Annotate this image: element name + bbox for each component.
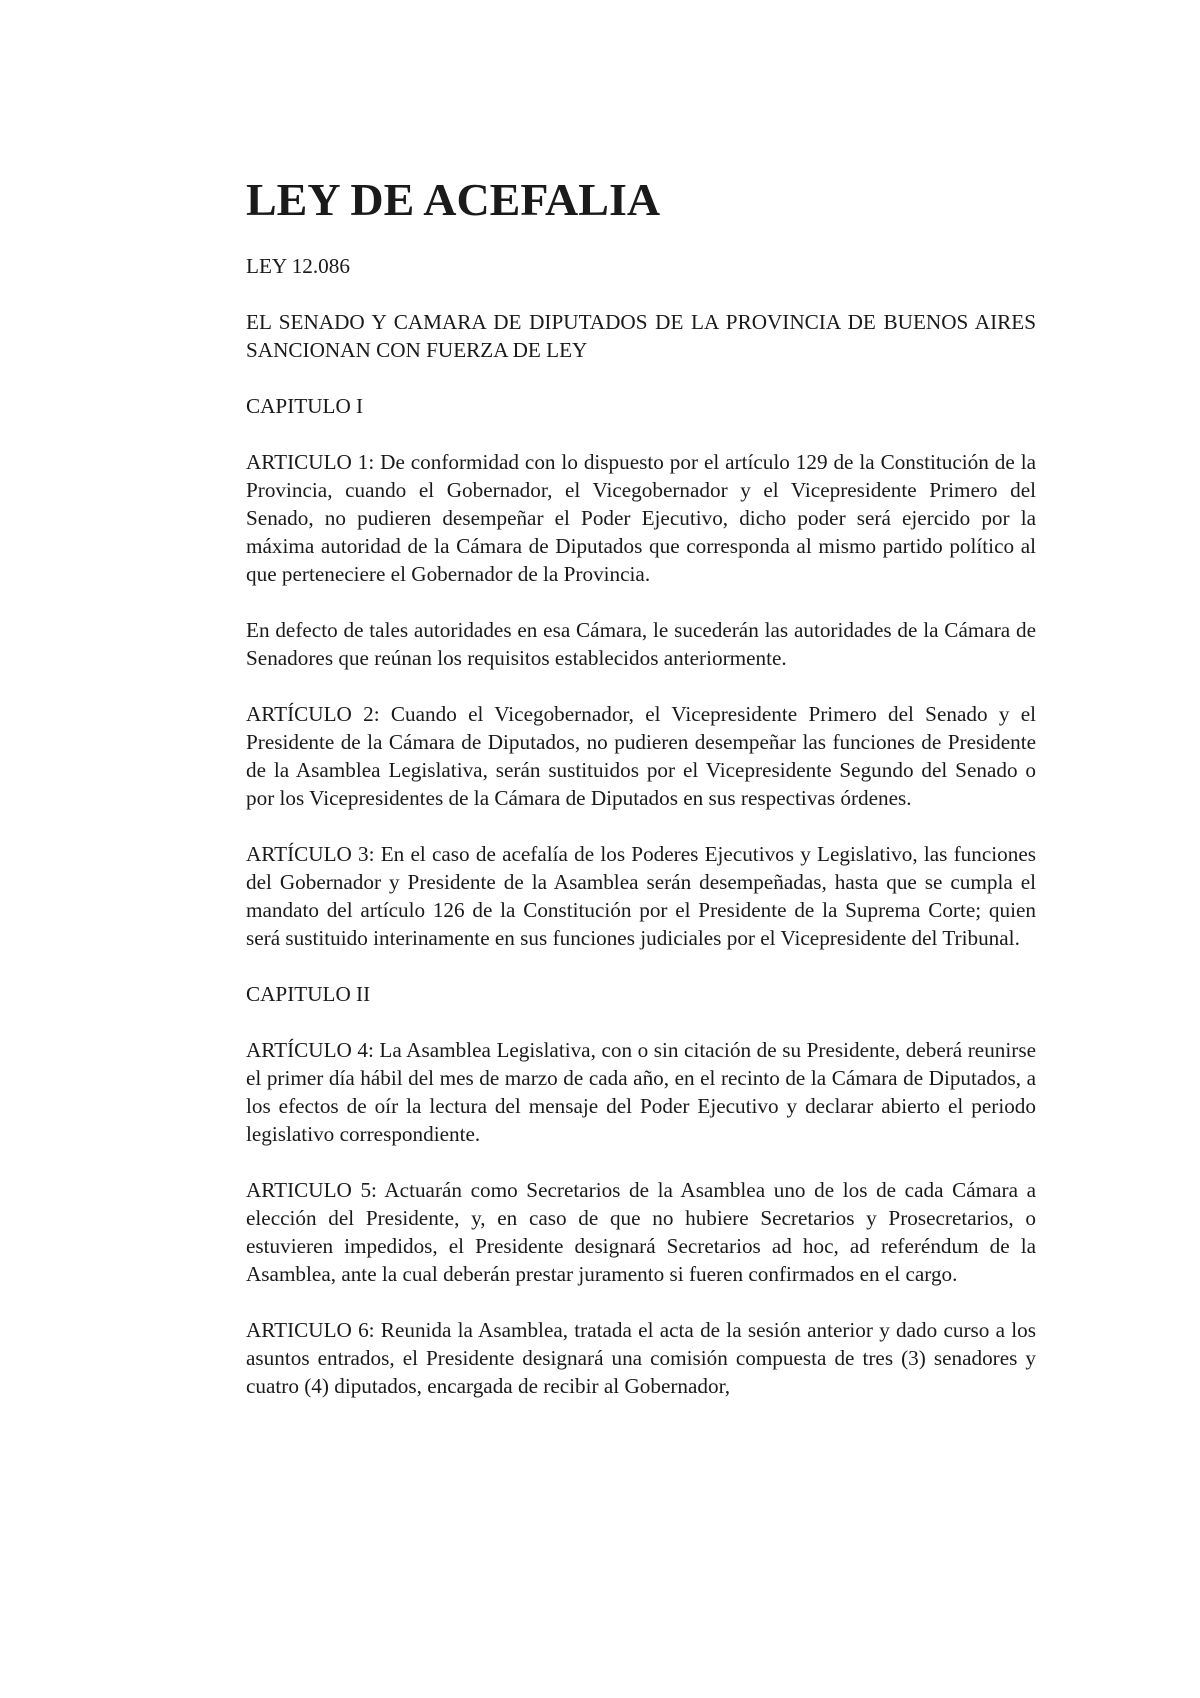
document-body: [246, 172, 1036, 1428]
article-1: ARTICULO 1: De conformidad con lo dispuesto por el artículo 129 de la Constitución de la Provincia, cuando el Gobernador, el Vicegobernador y el Vicepresidente Primero del Senado, no pudieren desempeñar el Poder Ejecutivo, dicho poder será ejercido por la máxima autoridad de la Cámara de Diputados que corresponda al mismo partido político al que perteneciere el Gobernador de la Provincia.: [246, 450, 1036, 586]
article-5: ARTICULO 5: Actuarán como Secretarios de la Asamblea uno de los de cada Cámara a elección del Presidente, y, en caso de que no hubiere Secretarios y Prosecretarios, o estuvieren impedidos, el Presidente designará Secretarios ad hoc, ad referéndum de la Asamblea, ante la cual deberán prestar juramento si fueren confirmados en el cargo.: [246, 1178, 1036, 1286]
article-2: ARTÍCULO 2: Cuando el Vicegobernador, el Vicepresidente Primero del Senado y el Presidente de la Cámara de Diputados, no pudieren desempeñar las funciones de Presidente de la Asamblea Legislativa, serán sustituidos por el Vicepresidente Segundo del Senado o por los Vicepresidentes de la Cámara de Diputados en sus respectivas órdenes.: [246, 702, 1036, 810]
article-1-continuation: En defecto de tales autoridades en esa Cámara, le sucederán las autoridades de la Cámara de Senadores que reúnan los requisitos establecidos anteriormente.: [246, 618, 1036, 670]
document-title: LEY DE ACEFALIA: [246, 174, 661, 225]
article-4: ARTÍCULO 4: La Asamblea Legislativa, con o sin citación de su Presidente, deberá reunirse el primer día hábil del mes de marzo de cada año, en el recinto de la Cámara de Diputados, a los efectos de oír la lectura del mensaje del Poder Ejecutivo y declarar abierto el periodo legislativo correspondiente.: [246, 1038, 1036, 1146]
article-6: ARTICULO 6: Reunida la Asamblea, tratada el acta de la sesión anterior y dado curso a los asuntos entrados, el Presidente designará una comisión compuesta de tres (3) senadores y cuatro (4) diputados, encargada de recibir al Gobernador,: [246, 1318, 1036, 1398]
chapter-heading-1: CAPITULO I: [246, 394, 364, 418]
law-number: LEY 12.086: [246, 254, 350, 278]
enactment-clause: EL SENADO Y CAMARA DE DIPUTADOS DE LA PROVINCIA DE BUENOS AIRES SANCIONAN CON FUERZA DE LEY: [246, 310, 1036, 362]
chapter-heading-2: CAPITULO II: [246, 982, 371, 1006]
article-3: ARTÍCULO 3: En el caso de acefalía de los Poderes Ejecutivos y Legislativo, las funciones del Gobernador y Presidente de la Asamblea serán desempeñadas, hasta que se cumpla el mandato del artículo 126 de la Constitución por el Presidente de la Suprema Corte; quien será sustituido interinamente en sus funciones judiciales por el Vicepresidente del Tribunal.: [246, 842, 1036, 950]
